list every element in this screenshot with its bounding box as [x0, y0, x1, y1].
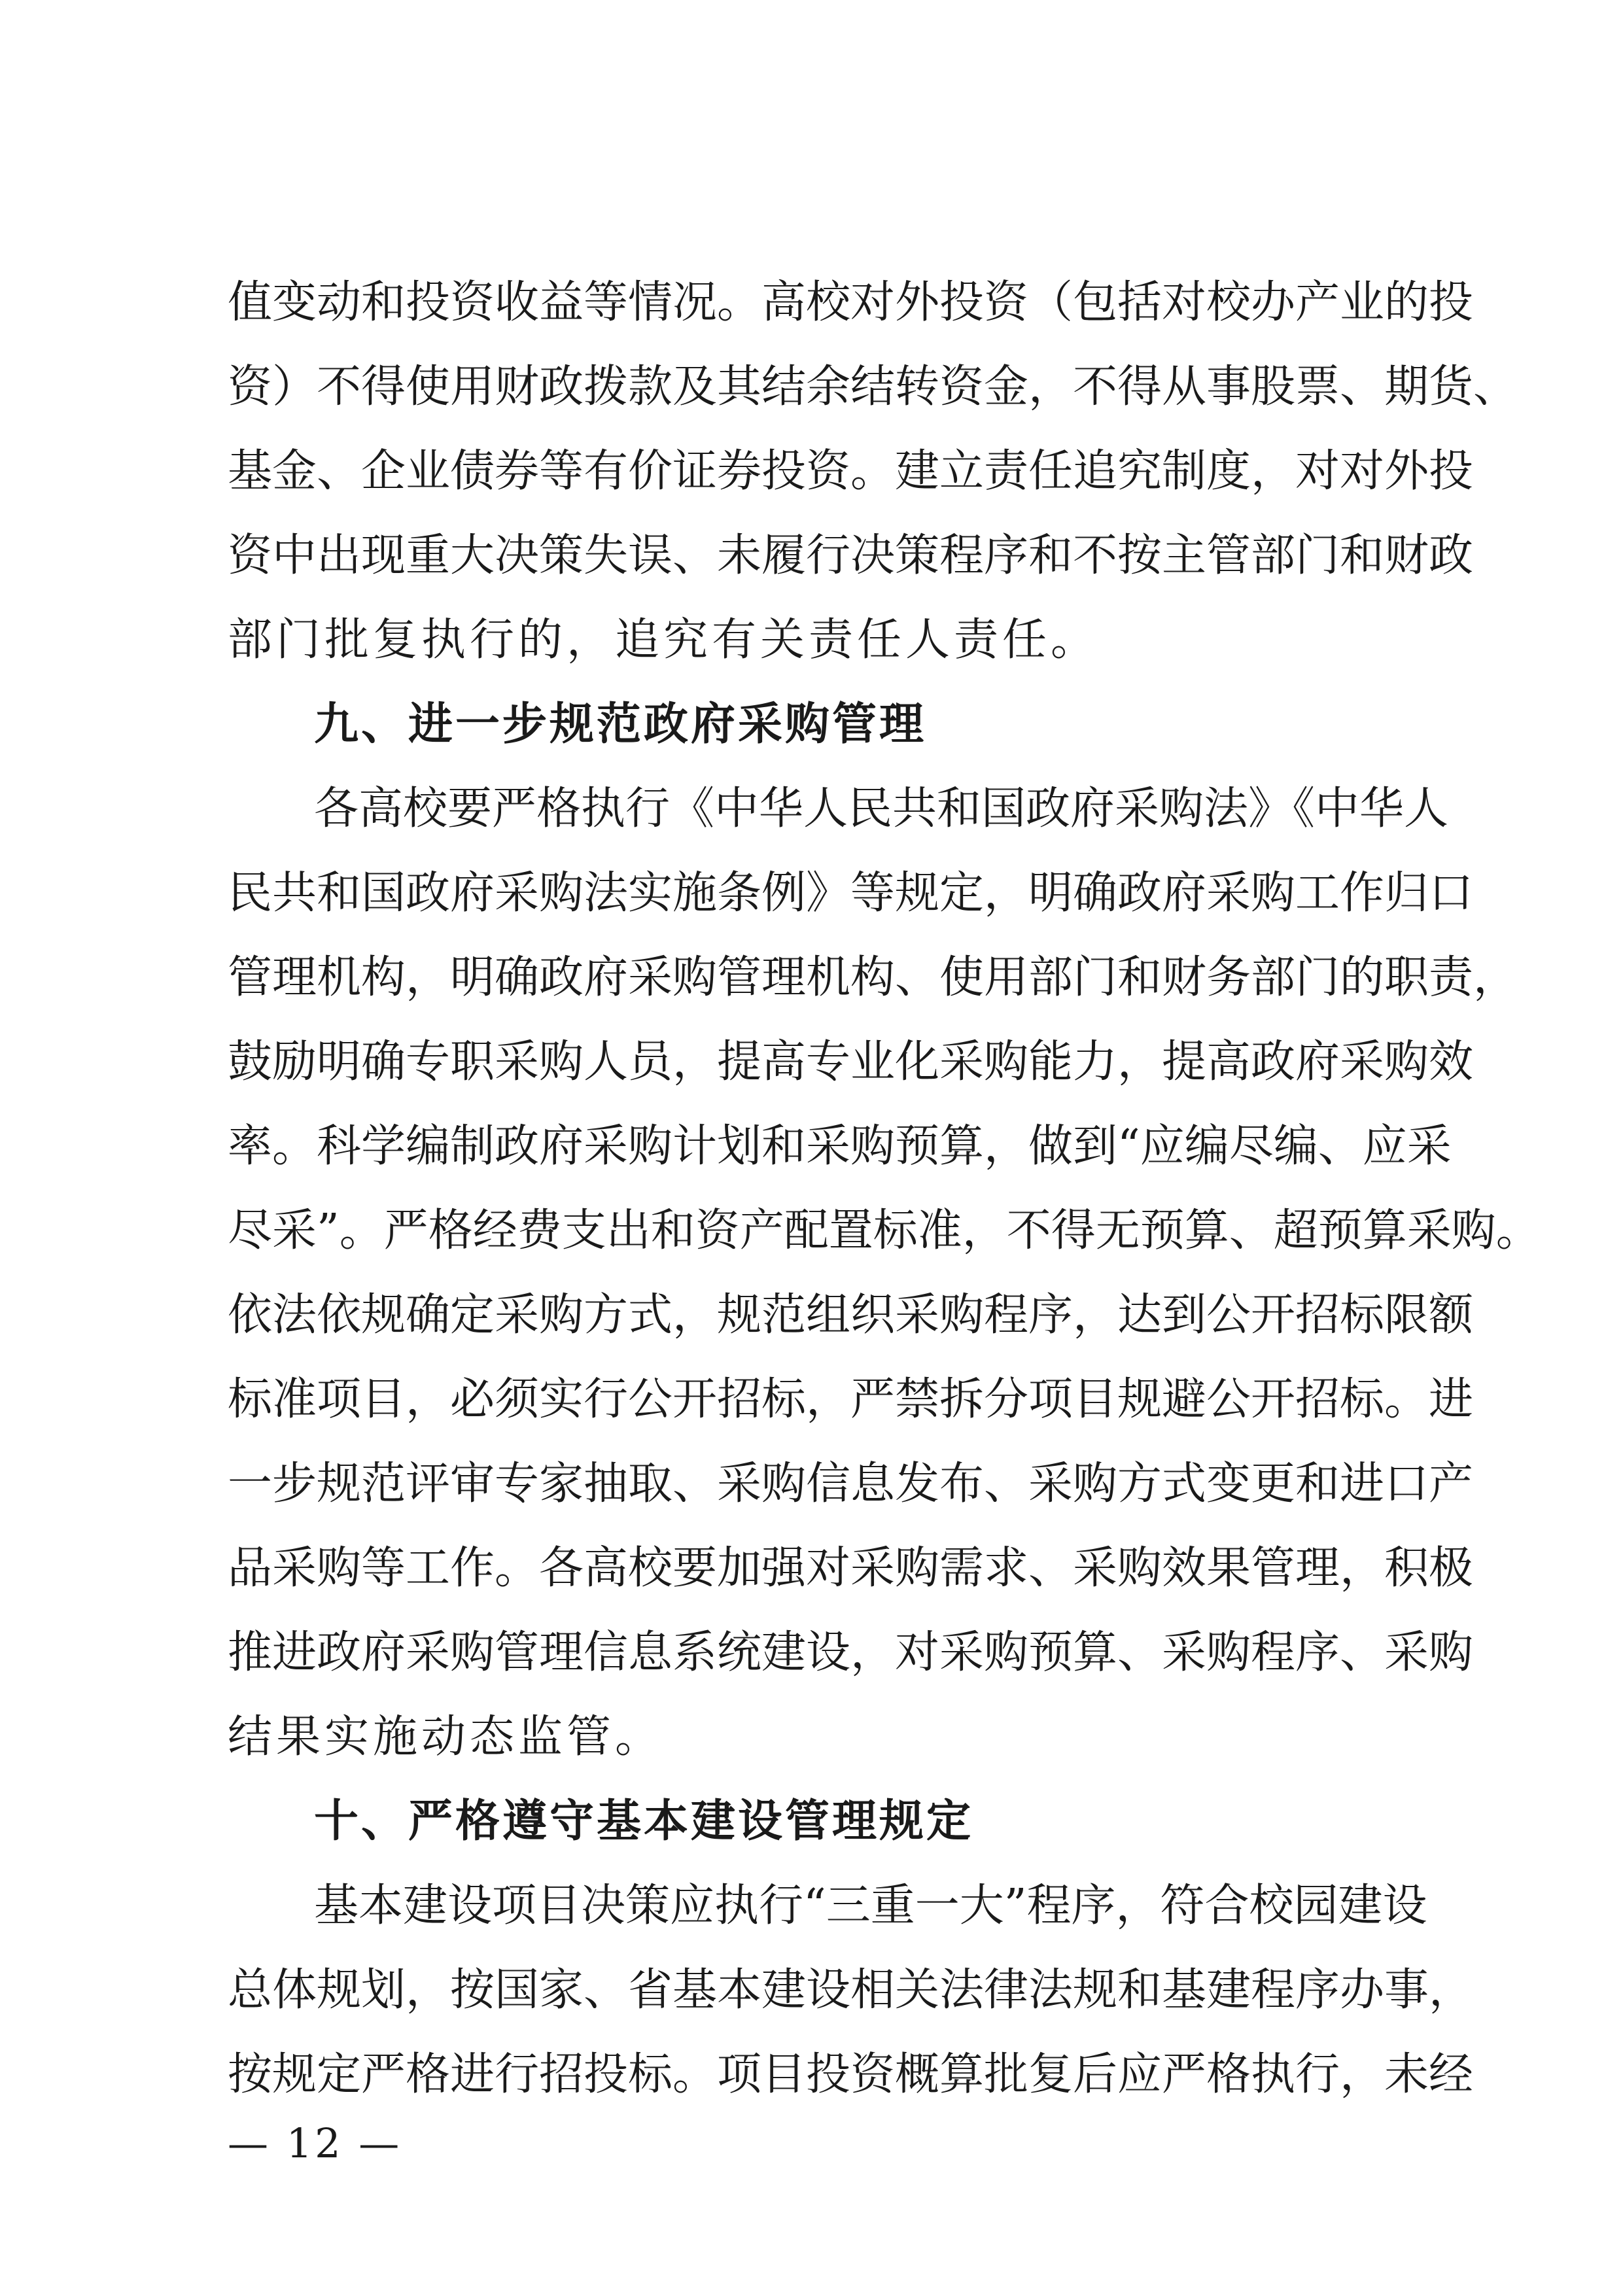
body-line: 按规定严格进行招投标。项目投资概算批复后应严格执行，未经	[228, 2049, 1474, 2100]
body-line: 率。科学编制政府采购计划和采购预算，做到“应编尽编、应采	[228, 1121, 1452, 1172]
body-line: 管理机构，明确政府采购管理机构、使用部门和财务部门的职责，	[228, 952, 1518, 1003]
body-line: 尽采”。严格经费支出和资产配置标准，不得无预算、超预算采购。	[228, 1205, 1541, 1257]
body-line: 各高校要严格执行《中华人民共和国政府采购法》《中华人	[314, 783, 1449, 835]
body-line: 值变动和投资收益等情况。高校对外投资（包括对校办产业的投	[228, 277, 1474, 328]
body-line: 资）不得使用财政拨款及其结余结转资金，不得从事股票、期货、	[228, 361, 1518, 413]
body-line: 总体规划，按国家、省基本建设相关法律法规和基建程序办事，	[228, 1964, 1474, 2016]
body-line: 标准项目，必须实行公开招标，严禁拆分项目规避公开招标。进	[228, 1374, 1474, 1425]
body-line: 一步规范评审专家抽取、采购信息发布、采购方式变更和进口产	[228, 1458, 1474, 1510]
body-line: 依法依规确定采购方式，规范组织采购程序，达到公开招标限额	[228, 1289, 1474, 1341]
body-line: 基金、企业债券等有价证券投资。建立责任追究制度，对对外投	[228, 445, 1474, 497]
section-heading: 十、严格遵守基本建设管理规定	[314, 1796, 974, 1847]
section-heading: 九、进一步规范政府采购管理	[314, 699, 927, 750]
body-line: 基本建设项目决策应执行“三重一大”程序，符合校园建设	[314, 1880, 1427, 1932]
body-line: 推进政府采购管理信息系统建设，对采购预算、采购程序、采购	[228, 1627, 1474, 1679]
body-line: 品采购等工作。各高校要加强对采购需求、采购效果管理，积极	[228, 1542, 1474, 1594]
body-line: 资中出现重大决策失误、未履行决策程序和不按主管部门和财政	[228, 530, 1474, 582]
page-number: — 12 —	[228, 2119, 402, 2167]
body-line: 鼓励明确专职采购人员，提高专业化采购能力，提高政府采购效	[228, 1036, 1474, 1088]
body-line: 民共和国政府采购法实施条例》等规定，明确政府采购工作归口	[228, 867, 1474, 919]
body-line: 结果实施动态监管。	[228, 1711, 664, 1763]
body-line: 部门批复执行的，追究有关责任人责任。	[228, 614, 1100, 666]
